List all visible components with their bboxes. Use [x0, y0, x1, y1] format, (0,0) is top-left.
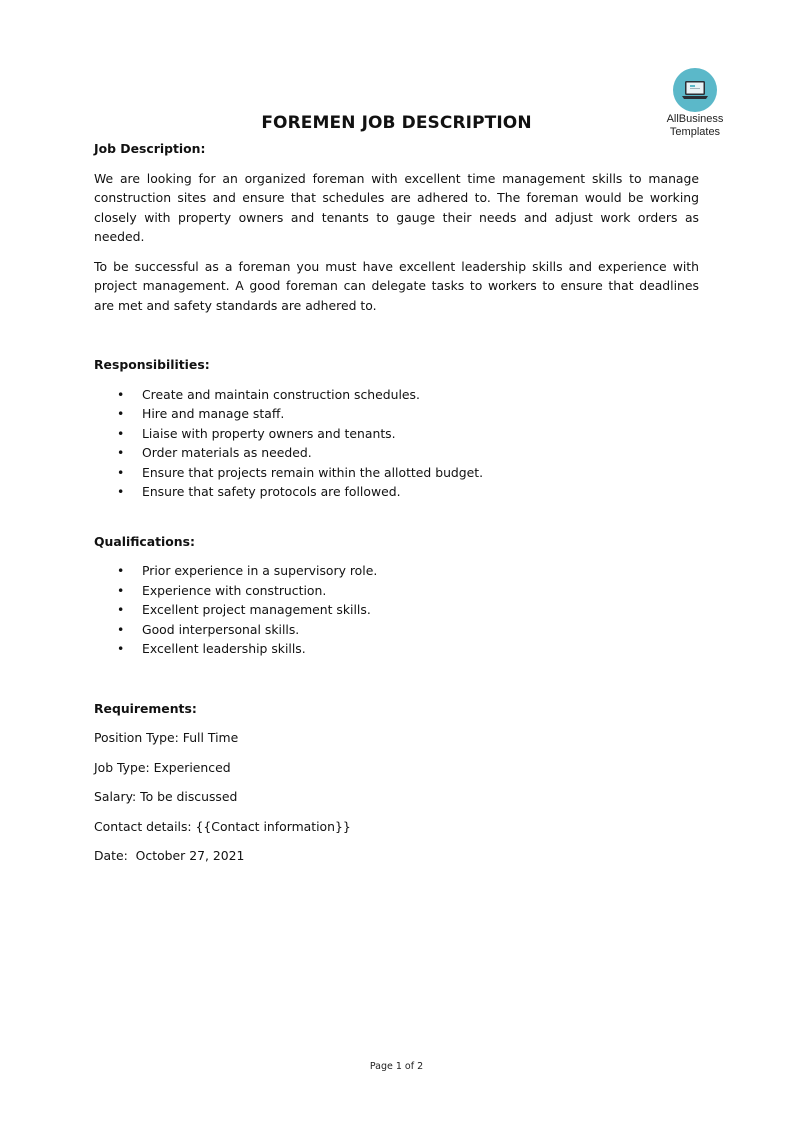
qualifications-list: [94, 561, 699, 659]
responsibilities-heading: Responsibilities:: [94, 357, 210, 372]
job-description-heading: Job Description:: [94, 141, 206, 156]
requirements-heading: Requirements:: [94, 700, 197, 716]
list-item: [94, 463, 699, 483]
job-description-paragraph: We are looking for an organized foreman with excellent time management skills to manage construction sites and ensure that schedules are adhered to. The foreman would be working closely with property owners and tenants to gauge their needs and adjust work orders as needed.: [94, 170, 699, 244]
list-item: [94, 443, 699, 463]
list-item-text: Hire and manage staff.: [142, 406, 285, 421]
list-item: [94, 581, 699, 601]
bullet-icon: •: [117, 464, 125, 480]
list-item: [94, 482, 699, 502]
document-body: [94, 139, 699, 866]
list-item-text: Ensure that safety protocols are followed.: [142, 484, 401, 499]
logo-line-2: Templates: [669, 126, 721, 138]
requirement-contact-details: Contact details: {{Contact information}}: [94, 818, 351, 834]
list-item: [94, 600, 699, 620]
list-item-text: Excellent project management skills.: [142, 602, 371, 617]
page-title: FOREMEN JOB DESCRIPTION: [261, 113, 532, 133]
bullet-icon: •: [117, 386, 125, 402]
bullet-icon: •: [117, 563, 125, 578]
requirement-date: Date: October 27, 2021: [94, 848, 245, 863]
requirement-position-type: Position Type: Full Time: [94, 730, 239, 745]
list-item-text: Create and maintain construction schedules.: [142, 386, 420, 402]
responsibilities-list: [94, 385, 699, 502]
list-item-text: Prior experience in a supervisory role.: [142, 563, 378, 578]
list-item: [94, 404, 699, 424]
list-item-text: Excellent leadership skills.: [142, 641, 306, 656]
bullet-icon: •: [117, 602, 125, 617]
job-description-paragraph: To be successful as a foreman you must have excellent leadership skills and experience with project management. A good foreman can delegate tasks to workers to ensure that deadlines are met and safety standards are adhered to.: [94, 258, 699, 313]
requirement-salary: Salary: To be discussed: [94, 789, 238, 804]
list-item-text: Liaise with property owners and tenants.: [142, 425, 396, 441]
list-item: [94, 620, 699, 640]
list-item: [94, 424, 699, 444]
list-item: [94, 385, 699, 405]
logo-line-1: AllBusiness: [666, 113, 724, 125]
bullet-icon: •: [117, 582, 125, 598]
list-item: [94, 561, 699, 581]
list-item-text: Experience with construction.: [142, 582, 327, 598]
bullet-icon: •: [117, 484, 125, 499]
list-item-text: Good interpersonal skills.: [142, 621, 300, 637]
bullet-icon: •: [117, 445, 125, 460]
bullet-icon: •: [117, 621, 125, 637]
bullet-icon: •: [117, 641, 125, 656]
list-item-text: Order materials as needed.: [142, 445, 312, 460]
laptop-icon: [673, 68, 717, 112]
page-number: Page 1 of 2: [369, 1061, 424, 1072]
list-item: [94, 639, 699, 659]
bullet-icon: •: [117, 406, 125, 421]
requirement-job-type: Job Type: Experienced: [94, 759, 231, 775]
bullet-icon: •: [117, 425, 125, 441]
qualifications-heading: Qualifications:: [94, 533, 195, 549]
list-item-text: Ensure that projects remain within the allotted budget.: [142, 464, 484, 480]
